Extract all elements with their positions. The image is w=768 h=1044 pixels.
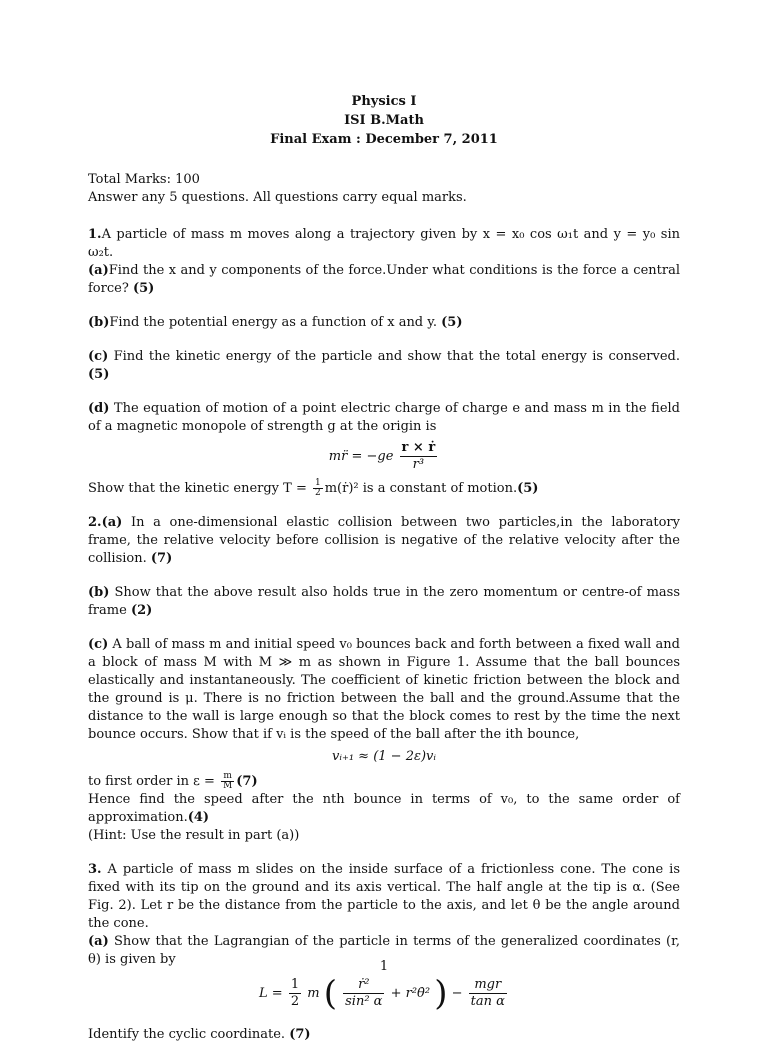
- q2-b-text: Show that the above result also holds true in the zero momentum or centre-of mass frame: [88, 585, 680, 618]
- q2-part-b: [88, 584, 680, 620]
- q2-a-marks: (7): [150, 551, 173, 566]
- course-title: Physics I: [351, 94, 417, 109]
- exam-date: Final Exam : December 7, 2011: [270, 132, 498, 147]
- q2-c-hence-text: Hence find the speed after the nth bounce in terms of v₀, to the same order of approximation.: [88, 792, 680, 825]
- q3-eq-plus: + r²θ̇²: [390, 986, 435, 1001]
- q3-a-label: (a): [88, 934, 109, 949]
- total-marks: Total Marks: 100: [88, 172, 200, 187]
- q3-eq-mgr-den: tan α: [470, 994, 505, 1009]
- q2-c-epsilon: [221, 772, 234, 791]
- q2-a-label: (a): [101, 515, 123, 530]
- q1-intro: [88, 226, 680, 262]
- q2-c-order-pre: to first order in ε =: [88, 774, 220, 789]
- q1-d-eq-denominator: r³: [412, 457, 425, 472]
- q1-intro-text: A particle of mass m moves along a trajectory given by x = x₀ cos ω₁t and y = y₀ sin ω₂t.: [88, 227, 680, 260]
- institution: ISI B.Math: [344, 113, 424, 128]
- question-3: [88, 861, 680, 1044]
- q2-c-label: (c): [88, 637, 109, 652]
- q1-d-label: (d): [88, 401, 110, 416]
- q2-c-order: [88, 772, 680, 791]
- q3-cyclic-text: Identify the cyclic coordinate.: [88, 1027, 286, 1042]
- q1-a-label: (a): [88, 263, 109, 278]
- q1-d-after-pre: Show that the kinetic energy T =: [88, 481, 311, 496]
- q2-c-hint: (Hint: Use the result in part (a)): [88, 828, 300, 843]
- q1-d-equation: [88, 440, 680, 473]
- q1-b-marks: (5): [441, 315, 463, 330]
- q1-d-half-den: 2: [315, 488, 321, 498]
- q2-c-marks: (7): [236, 774, 258, 789]
- exam-meta: [88, 171, 680, 207]
- q1-a-text: Find the x and y components of the force.Under what conditions is the force a central force?: [88, 263, 680, 296]
- q2-number: 2.: [88, 515, 102, 530]
- q1-c-text: Find the kinetic energy of the particle and show that the total energy is conserved.: [108, 349, 680, 364]
- question-1: [88, 226, 680, 498]
- q2-c-eps-den: M: [223, 781, 233, 791]
- q3-eq-left-paren: (: [323, 973, 337, 1014]
- q2-b-marks: (2): [130, 603, 153, 618]
- instructions: Answer any 5 questions. All questions carry equal marks.: [88, 190, 467, 205]
- q3-number: 3.: [88, 862, 102, 877]
- q1-d-eq-lhs: mr̈ = −ge: [328, 449, 394, 464]
- q1-d-after-post: m(ṙ)² is a constant of motion.: [324, 481, 518, 496]
- q1-c-label: (c): [88, 349, 109, 364]
- q2-a-text: In a one-dimensional elastic collision between two particles,in the laboratory frame, the relative velocity before collision is negative of the relative velocity after the collision.: [88, 515, 680, 566]
- q3-eq-rdot-den: sin² α: [345, 994, 383, 1009]
- exam-page: [88, 92, 680, 1044]
- q3-eq-right-paren: ): [434, 973, 448, 1014]
- q2-c-equation: vᵢ₊₁ ≈ (1 − 2ε)vᵢ: [332, 749, 436, 764]
- q3-eq-rdot: [343, 977, 384, 1010]
- q3-eq-L: L =: [259, 986, 287, 1001]
- q2-c-hence: [88, 791, 680, 827]
- q1-part-c: [88, 348, 680, 384]
- q1-b-text: Find the potential energy as a function of x and y.: [109, 315, 438, 330]
- q3-eq-mgr: [469, 977, 507, 1010]
- q3-eq-half-num: 1: [290, 977, 300, 992]
- q3-intro-text: A particle of mass m slides on the inside surface of a frictionless cone. The cone is fixed with its tip on the ground and its axis vertical. The half angle at the tip is α. (See Fig. 2). Let r be the distance from the particle to the axis, and let θ be the angle around the cone.: [88, 862, 680, 931]
- page-number: 1: [379, 959, 389, 974]
- q1-number: 1.: [88, 227, 102, 242]
- q3-eq-m: m: [307, 986, 320, 1001]
- q1-part-a: [88, 262, 680, 298]
- q3-a-text: Show that the Lagrangian of the particle in terms of the generalized coordinates (r, θ) is given by: [88, 934, 680, 967]
- exam-header: [88, 92, 680, 149]
- question-2: [88, 514, 680, 845]
- q2-b-label: (b): [88, 585, 110, 600]
- q1-c-marks: (5): [88, 367, 110, 382]
- q2-c-text: A ball of mass m and initial speed v₀ bounces back and forth between a fixed wall and a block of mass M with M ≫ m as shown in Figure 1. Assume that the ball bounces elastically and instantaneously. The coefficient of kinetic friction between the block and the ground is μ. There is no friction between the ball and the ground.Assume that the distance to the wall is large enough so that the block comes to rest by the time the next bounce occurs. Show that if vᵢ is the speed of the ball after the ith bounce,: [88, 637, 680, 742]
- q3-cyclic-marks: (7): [289, 1027, 311, 1042]
- q1-d-half-num: 1: [315, 478, 321, 488]
- q1-d-text: The equation of motion of a point electric charge of charge e and mass m in the field of a magnetic monopole of strength g at the origin is: [88, 401, 680, 434]
- q1-d-marks: (5): [517, 481, 539, 496]
- q2-part-c: [88, 636, 680, 744]
- q1-b-label: (b): [88, 315, 110, 330]
- q2-c-hence-marks: (4): [187, 810, 210, 825]
- q1-d-half: [313, 479, 323, 498]
- q1-a-marks: (5): [132, 281, 155, 296]
- q3-eq-half-den: 2: [290, 994, 300, 1009]
- q3-eq-mgr-num: mgr: [469, 977, 507, 994]
- q1-part-d: [88, 400, 680, 436]
- q2-c-eps-num: m: [221, 772, 234, 782]
- q1-d-eq-numerator: r × ṙ: [401, 440, 436, 455]
- q3-eq-half: [289, 977, 301, 1010]
- q1-part-b: [88, 314, 680, 332]
- q3-cyclic: [88, 1026, 680, 1044]
- q2-part-a: [88, 514, 680, 568]
- q1-d-eq-fraction: [400, 440, 438, 473]
- q1-d-after: [88, 479, 680, 498]
- q3-eq-minus: −: [451, 986, 467, 1001]
- q3-intro: [88, 861, 680, 933]
- q3-eq-rdot-num: ṙ²: [343, 977, 384, 994]
- q3-lagrangian: [88, 973, 680, 1014]
